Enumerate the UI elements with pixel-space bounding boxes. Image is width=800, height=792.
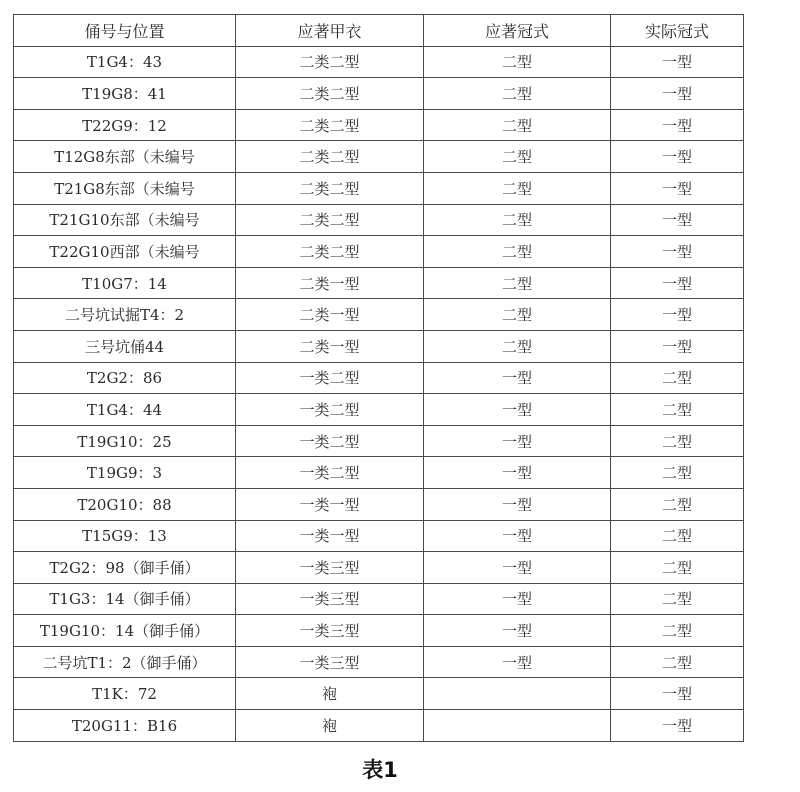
cell-actual-headwear: 二型 — [611, 520, 744, 552]
cell-expected-armor: 二类二型 — [236, 46, 424, 78]
cell-figure-number-location: 二号坑T1：2（御手俑） — [14, 646, 236, 678]
table-row — [14, 172, 744, 204]
cell-expected-armor: 一类二型 — [236, 362, 424, 394]
cell-actual-headwear: 二型 — [611, 646, 744, 678]
cell-expected-headwear: 一型 — [424, 362, 611, 394]
cell-actual-headwear: 二型 — [611, 394, 744, 426]
cell-expected-armor: 一类三型 — [236, 646, 424, 678]
cell-expected-armor: 二类二型 — [236, 109, 424, 141]
cell-expected-headwear — [424, 678, 611, 710]
cell-expected-armor: 一类一型 — [236, 520, 424, 552]
table-row — [14, 330, 744, 362]
cell-actual-headwear: 一型 — [611, 78, 744, 110]
table-row — [14, 678, 744, 710]
cell-actual-headwear: 一型 — [611, 267, 744, 299]
cell-actual-headwear: 一型 — [611, 678, 744, 710]
table-row — [14, 646, 744, 678]
cell-figure-number-location: T1K：72 — [14, 678, 236, 710]
cell-actual-headwear: 二型 — [611, 362, 744, 394]
cell-actual-headwear: 二型 — [611, 425, 744, 457]
cell-actual-headwear: 一型 — [611, 204, 744, 236]
cell-expected-armor: 一类二型 — [236, 425, 424, 457]
cell-expected-armor: 一类三型 — [236, 583, 424, 615]
table-row — [14, 78, 744, 110]
cell-expected-armor: 袍 — [236, 710, 424, 742]
table-row — [14, 394, 744, 426]
cell-figure-number-location: T1G3：14（御手俑） — [14, 583, 236, 615]
table-row — [14, 362, 744, 394]
cell-figure-number-location: T22G9：12 — [14, 109, 236, 141]
cell-expected-armor: 二类二型 — [236, 204, 424, 236]
cell-expected-headwear: 一型 — [424, 646, 611, 678]
cell-expected-headwear: 一型 — [424, 615, 611, 647]
header-row — [14, 15, 744, 47]
cell-figure-number-location: T19G8：41 — [14, 78, 236, 110]
table-row — [14, 204, 744, 236]
table-caption: 表1 — [362, 758, 398, 782]
cell-expected-armor: 二类一型 — [236, 330, 424, 362]
table-row — [14, 46, 744, 78]
cell-actual-headwear: 二型 — [611, 615, 744, 647]
cell-expected-headwear: 二型 — [424, 141, 611, 173]
cell-actual-headwear: 一型 — [611, 330, 744, 362]
table-row — [14, 267, 744, 299]
cell-expected-headwear: 二型 — [424, 172, 611, 204]
cell-expected-headwear: 一型 — [424, 583, 611, 615]
cell-actual-headwear: 一型 — [611, 172, 744, 204]
cell-expected-headwear — [424, 710, 611, 742]
cell-expected-headwear: 二型 — [424, 330, 611, 362]
cell-expected-armor: 二类一型 — [236, 267, 424, 299]
cell-figure-number-location: T21G10东部（未编号 — [14, 204, 236, 236]
cell-figure-number-location: T2G2：98（御手俑） — [14, 552, 236, 584]
header-actual-headwear: 实际冠式 — [611, 15, 744, 47]
cell-figure-number-location: T1G4：44 — [14, 394, 236, 426]
cell-expected-armor: 二类二型 — [236, 172, 424, 204]
header-expected-headwear: 应著冠式 — [424, 15, 611, 47]
cell-expected-armor: 一类二型 — [236, 394, 424, 426]
cell-expected-armor: 一类三型 — [236, 615, 424, 647]
cell-actual-headwear: 一型 — [611, 236, 744, 268]
figure-table — [13, 14, 744, 742]
cell-expected-headwear: 二型 — [424, 46, 611, 78]
cell-actual-headwear: 二型 — [611, 552, 744, 584]
cell-expected-armor: 一类二型 — [236, 457, 424, 489]
table-row — [14, 299, 744, 331]
table-row — [14, 236, 744, 268]
cell-figure-number-location: 三号坑俑44 — [14, 330, 236, 362]
cell-expected-headwear: 二型 — [424, 236, 611, 268]
cell-expected-headwear: 一型 — [424, 552, 611, 584]
cell-figure-number-location: T19G10：14（御手俑） — [14, 615, 236, 647]
table-row — [14, 109, 744, 141]
cell-actual-headwear: 一型 — [611, 710, 744, 742]
cell-figure-number-location: T19G9：3 — [14, 457, 236, 489]
cell-expected-armor: 二类二型 — [236, 141, 424, 173]
cell-actual-headwear: 二型 — [611, 488, 744, 520]
cell-expected-headwear: 一型 — [424, 425, 611, 457]
table-row — [14, 457, 744, 489]
table-row — [14, 710, 744, 742]
cell-figure-number-location: T19G10：25 — [14, 425, 236, 457]
cell-expected-armor: 一类一型 — [236, 488, 424, 520]
table-row — [14, 488, 744, 520]
header-figure-number-location: 俑号与位置 — [14, 15, 236, 47]
table-row — [14, 520, 744, 552]
cell-expected-armor: 二类二型 — [236, 236, 424, 268]
cell-expected-armor: 二类一型 — [236, 299, 424, 331]
cell-figure-number-location: T2G2：86 — [14, 362, 236, 394]
table-row — [14, 425, 744, 457]
cell-actual-headwear: 一型 — [611, 141, 744, 173]
cell-expected-headwear: 一型 — [424, 394, 611, 426]
cell-expected-headwear: 一型 — [424, 488, 611, 520]
cell-expected-headwear: 二型 — [424, 78, 611, 110]
cell-expected-headwear: 二型 — [424, 204, 611, 236]
table-row — [14, 583, 744, 615]
cell-actual-headwear: 一型 — [611, 299, 744, 331]
cell-expected-armor: 袍 — [236, 678, 424, 710]
table-row — [14, 141, 744, 173]
cell-actual-headwear: 一型 — [611, 46, 744, 78]
cell-figure-number-location: T1G4：43 — [14, 46, 236, 78]
cell-expected-armor: 二类二型 — [236, 78, 424, 110]
cell-expected-headwear: 一型 — [424, 457, 611, 489]
cell-figure-number-location: T15G9：13 — [14, 520, 236, 552]
cell-expected-headwear: 二型 — [424, 299, 611, 331]
cell-figure-number-location: 二号坑试掘T4：2 — [14, 299, 236, 331]
table-row — [14, 552, 744, 584]
cell-figure-number-location: T10G7：14 — [14, 267, 236, 299]
cell-figure-number-location: T12G8东部（未编号 — [14, 141, 236, 173]
cell-figure-number-location: T21G8东部（未编号 — [14, 172, 236, 204]
cell-expected-headwear: 二型 — [424, 267, 611, 299]
cell-actual-headwear: 一型 — [611, 109, 744, 141]
cell-figure-number-location: T20G11：B16 — [14, 710, 236, 742]
cell-expected-headwear: 一型 — [424, 520, 611, 552]
header-expected-armor: 应著甲衣 — [236, 15, 424, 47]
table-row — [14, 615, 744, 647]
cell-actual-headwear: 二型 — [611, 583, 744, 615]
cell-expected-armor: 一类三型 — [236, 552, 424, 584]
cell-figure-number-location: T20G10：88 — [14, 488, 236, 520]
cell-actual-headwear: 二型 — [611, 457, 744, 489]
cell-expected-headwear: 二型 — [424, 109, 611, 141]
cell-figure-number-location: T22G10西部（未编号 — [14, 236, 236, 268]
